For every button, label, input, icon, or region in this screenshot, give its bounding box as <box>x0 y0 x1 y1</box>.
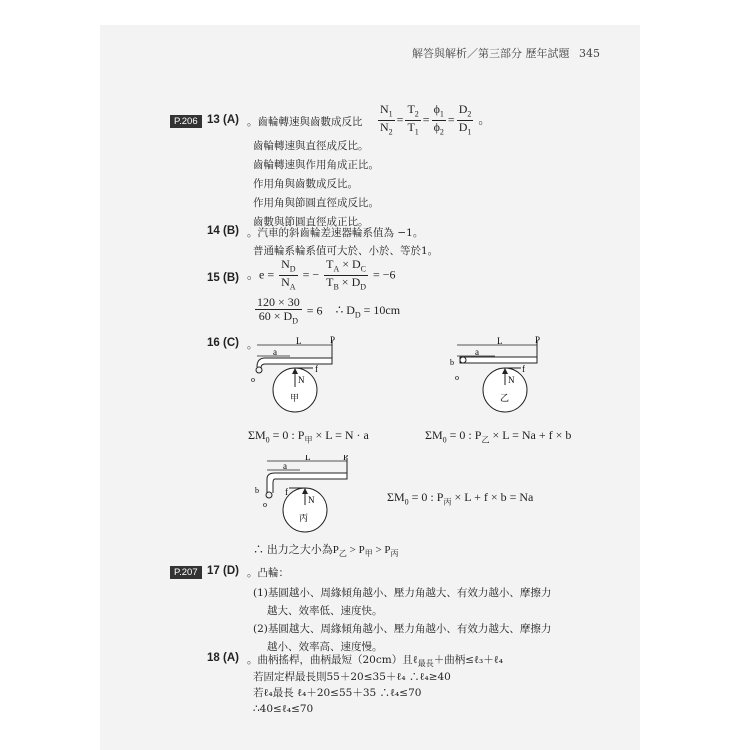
label-L: L <box>305 455 311 462</box>
q13-line: 作用角與節圓直徑成反比。 <box>253 197 379 209</box>
q13-formula: $\frac{N_1}{N_2}$ = $\frac{T_2}{T_1}$ = $\frac{\phi_1}{\phi_2}$ = $\frac{D_2}{D_1}$ 。 <box>380 102 491 137</box>
q17-item1-line1: (1)基圓越小、周緣傾角越小、壓力角越大、有效力越小、摩擦力 <box>253 587 552 599</box>
label-N: N <box>508 375 515 385</box>
q14-line1: 。汽車的斜齒輪差速器輪系值為 −1。 <box>247 227 424 239</box>
q17-item2-line2: 越小、效率高、速度慢。 <box>267 641 383 653</box>
q17-item2-line1: (2)基圓越大、周緣傾角越小、壓力角越小、有效力越大、摩擦力 <box>253 623 552 635</box>
label-jia: 甲 <box>290 393 300 403</box>
label-N: N <box>298 375 305 385</box>
label-a: a <box>273 347 277 357</box>
q13-label: 13 (A) <box>207 114 239 126</box>
label-P: P <box>343 455 349 462</box>
page-number: 345 <box>579 47 600 60</box>
label-L: L <box>497 336 503 346</box>
eq-jia: $\Sigma M_0 = 0$ : $P_甲 \times L = N \cdot a$ <box>248 428 369 445</box>
q17-intro: 。凸輪： <box>247 567 289 579</box>
label-N: N <box>308 495 315 505</box>
q14-label: 14 (B) <box>207 225 239 237</box>
figure-jia <box>245 335 365 415</box>
running-header <box>412 45 600 61</box>
q18-line1: 。曲柄搖桿，曲柄最短（20cm）且ℓ$_{最長}$＋曲柄≤ℓ₃＋ℓ₄ <box>247 654 504 669</box>
q17-item1-line2: 越大、效率低、速度快。 <box>267 605 383 617</box>
label-o: o <box>251 375 255 384</box>
page-ref-badge: P.207 <box>170 566 202 579</box>
q17-label: 17 (D) <box>207 565 239 577</box>
q13-statement: 。齒輪轉速與齒數成反比 <box>247 116 363 128</box>
label-o: o <box>263 500 267 509</box>
label-f: f <box>285 487 288 497</box>
q13-line: 齒數與節圓直徑成正比。 <box>253 216 369 228</box>
header-title: 解答與解析／第三部分 歷年試題 <box>412 47 570 60</box>
label-P: P <box>330 335 336 345</box>
eq-bing: $\Sigma M_0 = 0$ : $P_丙 \times L + f \times b = Na$ <box>387 490 534 507</box>
pivot-o <box>256 367 262 373</box>
q18-label: 18 (A) <box>207 652 239 664</box>
label-b: b <box>450 358 454 367</box>
q15-formula2: $\frac{120 \times 30}{60 \times D_D}$ = 6 ∴ $D_D = 10cm$ <box>257 295 401 326</box>
label-o: o <box>455 373 459 382</box>
label-f: f <box>522 364 525 374</box>
q13-line: 作用角與齒數成反比。 <box>253 178 358 190</box>
eq-yi: $\Sigma M_0 = 0$ : $P_乙 \times L = Na + f \times b$ <box>425 428 572 445</box>
label-b: b <box>255 486 259 495</box>
q16-label: 16 (C) <box>207 337 239 349</box>
label-a: a <box>283 461 287 471</box>
q16-conclusion: ∴ 出力之大小為$P_乙 > P_甲 > P_丙$ <box>253 544 399 559</box>
label-bing: 丙 <box>299 513 309 523</box>
q17-items <box>253 584 551 656</box>
q16-dot: 。 <box>247 339 258 351</box>
label-a: a <box>475 347 479 357</box>
q13-line: 齒輪轉速與作用角成正比。 <box>253 159 379 171</box>
lever-arm <box>257 358 332 368</box>
label-f: f <box>315 364 318 374</box>
figure-bing <box>245 455 365 535</box>
q18-line2: 若固定桿最長則55＋20≤35＋ℓ₄ ∴ℓ₄≥40 <box>253 671 451 683</box>
page-ref-badge: P.206 <box>170 115 202 128</box>
q15-label: 15 (B) <box>207 272 239 284</box>
label-L: L <box>296 336 302 346</box>
q18-work <box>253 669 451 717</box>
figure-yi <box>445 335 565 415</box>
lever-arm <box>460 357 537 363</box>
q13-line: 齒輪轉速與直徑成反比。 <box>253 140 369 152</box>
q18-line3: 若ℓ₄最長 ℓ₄＋20≤55＋35 ∴ℓ₄≤70 <box>253 687 422 699</box>
q18-line4: ∴40≤ℓ₄≤70 <box>253 703 314 715</box>
q15-formula: 。e = $\frac{N_D}{N_A}$ = − $\frac{T_A \times D_C}{T_B \times D_D}$ = −6 <box>247 257 396 292</box>
label-yi: 乙 <box>500 393 510 403</box>
q14-line2: 普通輪系輪系值可大於、小於、等於1。 <box>253 245 439 257</box>
label-P: P <box>535 335 541 345</box>
q13-explanations <box>253 137 379 232</box>
